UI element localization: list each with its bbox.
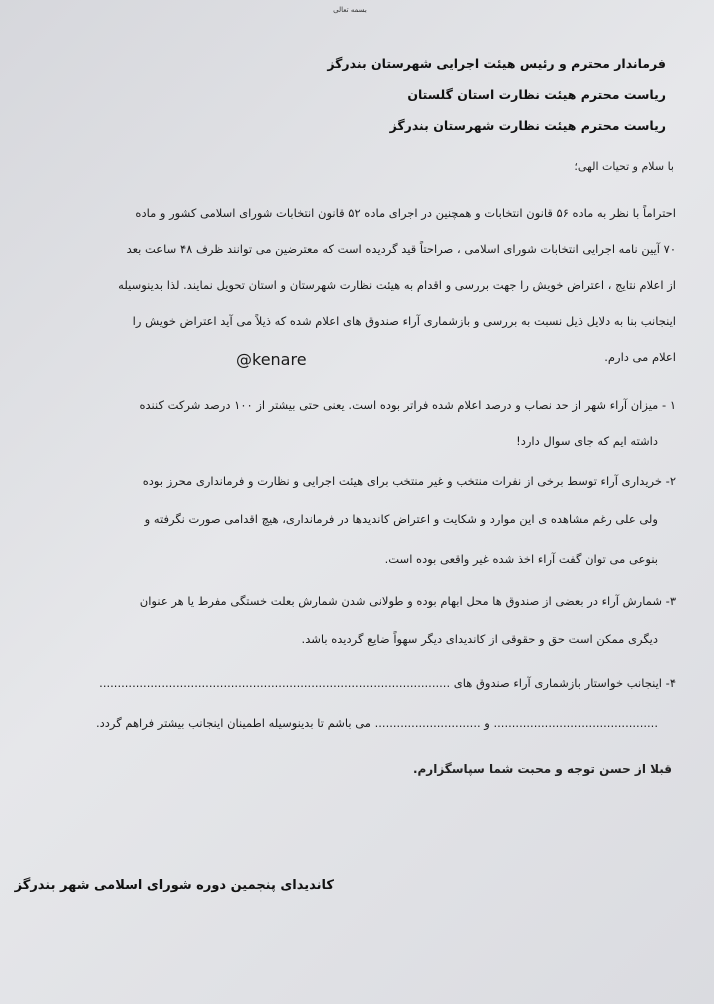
list-item: ............................................. و ............................. می باشم تا بدینوسیله اطمینان اینجانب بیشتر فراهم گردد.	[95, 716, 658, 730]
body-line: ۷۰ آیین نامه اجرایی انتخابات شورای اسلامی ، صراحتاً قید گردیده است که معترضین می توانند ظرف ۴۸ ساعت بعد	[126, 242, 676, 256]
recipient-province-board: ریاست محترم هیئت نظارت استان گلستان	[407, 87, 666, 102]
watermark-handle: @kenare	[236, 350, 307, 369]
list-item: بنوعی می توان گفت آراء اخذ شده غیر واقعی بوده است.	[384, 552, 658, 566]
list-item: ولی علی رغم مشاهده ی این موارد و شکایت و اعتراض کاندیدها در فرمانداری، هیچ اقدامی صورت نگرفته و	[144, 512, 658, 526]
greeting: با سلام و تحیات الهی؛	[574, 160, 674, 173]
list-item: ۴- اینجانب خواستار بازشماری آراء صندوق های ................................................................................................	[99, 676, 676, 690]
signature-line: کاندیدای پنجمین دوره شورای اسلامی شهر بندرگز	[14, 878, 334, 893]
body-line: اعلام می دارم.	[604, 350, 676, 364]
list-item: داشته ایم که جای سوال دارد!	[516, 434, 658, 448]
list-item: دیگری ممکن است حق و حقوقی از کاندیدای دیگر سهواً ضایع گردیده باشد.	[301, 632, 658, 646]
closing-line: قبلا از حسن توجه و محبت شما سپاسگزارم.	[412, 762, 672, 776]
body-line: اینجانب بنا به دلایل ذیل نسبت به بررسی و بازشماری آراء صندوق های اعلام شده که ذیلاً می آید اعتراض خویش را	[132, 314, 676, 328]
list-item: ۱ - میزان آراء شهر از حد نصاب و درصد اعلام شده فراتر بوده است. یعنی حتی بیشتر از ۱۰۰ درصد شرکت کننده	[139, 398, 676, 412]
recipient-county-board: ریاست محترم هیئت نظارت شهرستان بندرگز	[389, 118, 666, 133]
recipient-governor: فرماندار محترم و رئیس هیئت اجرایی شهرستان بندرگز	[327, 56, 666, 71]
body-line: احتراماً با نظر به ماده ۵۶ قانون انتخابات و همچنین در اجرای ماده ۵۲ قانون انتخابات شورای اسلامی کشور و ماده	[135, 206, 676, 220]
letter-header: بسمه تعالی	[333, 6, 367, 14]
body-line: از اعلام نتایج ، اعتراض خویش را جهت بررسی و اقدام به هیئت نظارت شهرستان و استان تحویل نمایند. لذا بدینوسیله	[118, 278, 676, 292]
list-item: ۳- شمارش آراء در بعضی از صندوق ها محل ابهام بوده و طولانی شدن شمارش بعلت خستگی مفرط یا هر عنوان	[139, 594, 676, 608]
list-item: ۲- خریداری آراء توسط برخی از نفرات منتخب و غیر منتخب برای هیئت اجرایی و نظارت و فرمانداری محرز بوده	[142, 474, 676, 488]
